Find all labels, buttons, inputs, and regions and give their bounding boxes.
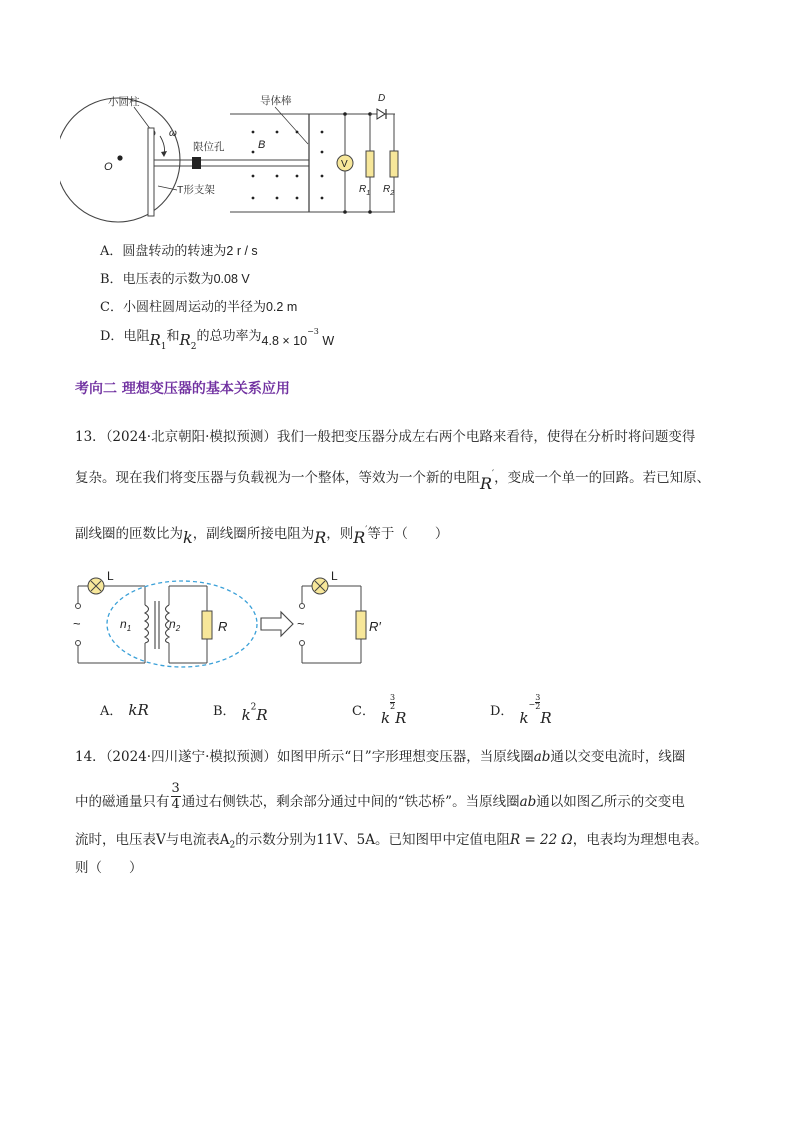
equivalence-arrow (261, 612, 293, 636)
section-heading: 考向二 理想变压器的基本关系应用 (75, 381, 290, 397)
limit-hole-label: 限位孔 (193, 141, 225, 153)
primary-coil (145, 605, 149, 643)
voltmeter-label: V (341, 159, 348, 170)
q14-line-2: 中的磁通量只有 $\frac{3}{4}$ 通过右侧铁芯，剩余部分通过中间的“铁芯桥”。当原线圈ab通以如图乙所示的交变电 (75, 781, 685, 812)
q13-line-1: 13．（2024·北京朝阳·模拟预测）我们一般把变压器分成左右两个电路来看待，使得在分析时将问题变得 (75, 429, 696, 445)
lamp-right-label: L (331, 569, 338, 583)
small-cylinder-label: 小圆柱 (108, 96, 140, 108)
svg-text:R2: $R_2$ (383, 184, 395, 197)
conductor-rod-label: 导体棒 (260, 95, 292, 107)
resistor-r1 (366, 151, 374, 177)
q14-line-3: 流时，电压表V与电流表$A_2$的示数分别为11V、5A。已知图甲中定值电阻R = 22 Ω，电表均为理想电表。 (75, 832, 708, 851)
resistor-left-label: R (218, 619, 228, 634)
q13-option-d: D． k− $\frac{3}{2}$ R (490, 693, 552, 727)
omega-label: ω (169, 128, 177, 139)
q12-option-c: C．小圆柱圆周运动的半径为0.2 m (100, 300, 298, 315)
svg-text:R1: $R_1$ (359, 184, 371, 197)
svg-text:n1: $n_1$ (120, 617, 132, 633)
figure-2-transformer-equivalence (65, 565, 385, 675)
field-label: B (258, 139, 266, 151)
diode-label: D (378, 93, 386, 104)
svg-text:n2: $n_2$ (169, 617, 181, 633)
limit-hole (192, 157, 201, 169)
lamp-left-label: L (107, 569, 114, 583)
q14-line-4: 则（ ） (75, 860, 143, 876)
resistor-left (202, 611, 212, 639)
ac-source-right: ~ (297, 616, 305, 631)
q12-option-a: A．圆盘转动的转速为2 r / s (100, 244, 258, 259)
figure-1-rotating-disk-circuit (60, 88, 420, 228)
q13-line-3: 副线圈的匝数比为k，副线圈所接电阻为R，则R′等于（ ） (75, 525, 449, 547)
resistor-right-label: R′ (369, 619, 381, 634)
q12-option-b: B．电压表的示数为0.08 V (100, 272, 250, 287)
q13-option-b: B． $k^2R$ (213, 702, 268, 724)
ac-source-left: ~ (73, 616, 81, 631)
diode (377, 109, 385, 119)
rotation-arrow (160, 136, 165, 154)
resistor-right (356, 611, 366, 639)
disk-center-dot (117, 155, 122, 160)
resistor-r2 (390, 151, 398, 177)
q13-line-2: 复杂。现在我们将变压器与负载视为一个整体，等效为一个新的电阻R′，变成一个单一的回路。若已知原、 (75, 469, 711, 493)
t-bracket-vertical (148, 128, 154, 216)
t-bracket-label: T形支架 (177, 184, 215, 196)
q13-option-c: C． k $\frac{3}{2}$ R (352, 693, 407, 727)
q13-option-a: A． kR (100, 701, 149, 719)
q14-line-1: 14．（2024·四川遂宁·模拟预测）如图甲所示“日”字形理想变压器，当原线圈ab通以交变电流时，线圈 (75, 749, 686, 765)
q12-option-d: D．电阻$R_1$和$R_2$的总功率为$4.8 \times 10^{-3}$ W (100, 326, 335, 352)
disk-center-label: O (104, 161, 113, 173)
